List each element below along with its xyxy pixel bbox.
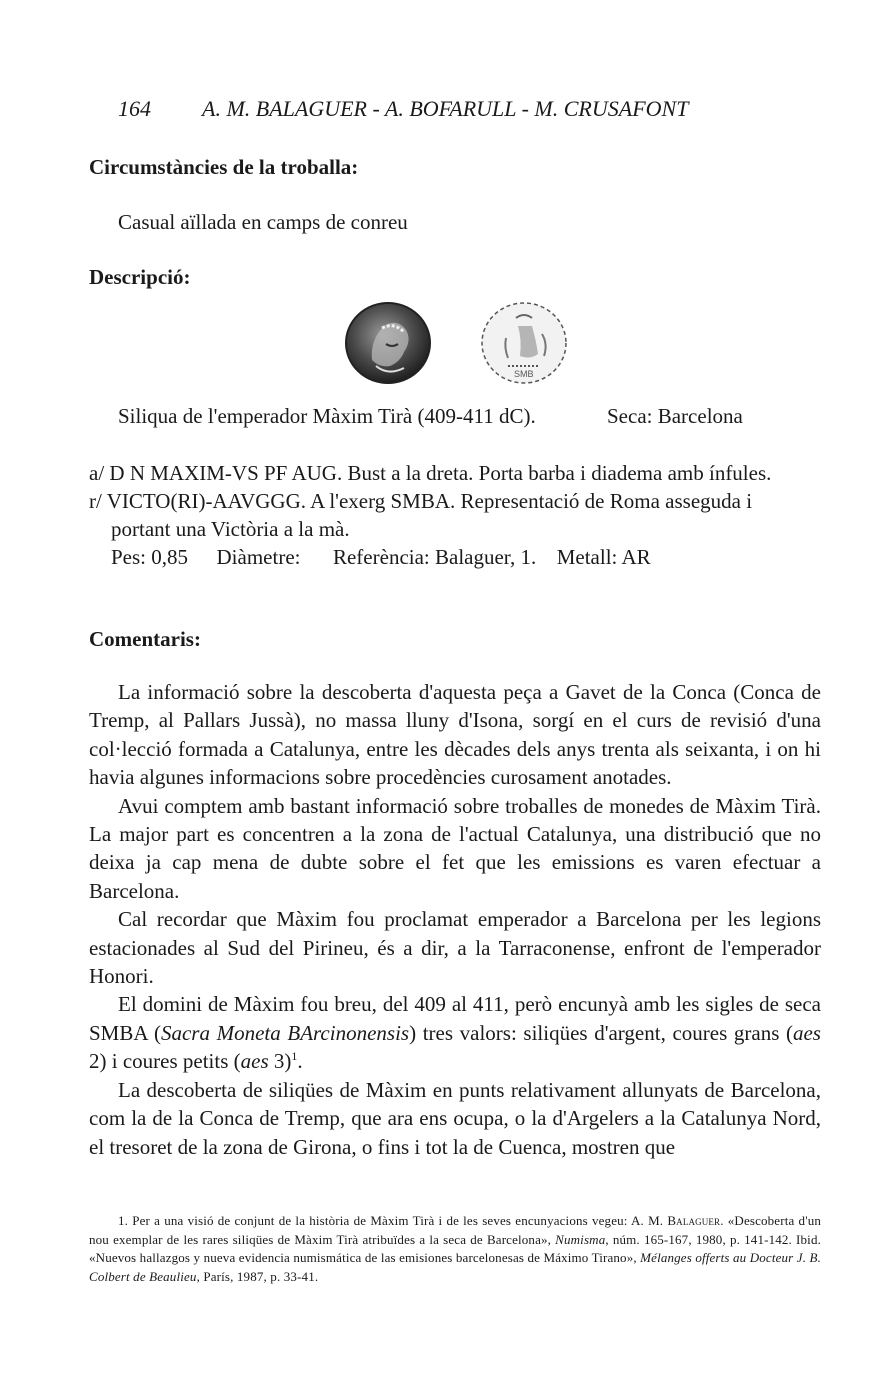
circumstances-heading: Circumstàncies de la troballa:	[89, 155, 359, 179]
page-number: 164	[118, 96, 151, 121]
mint-label: Seca: Barcelona	[607, 404, 743, 428]
weight-label: Pes: 0,85	[111, 545, 189, 569]
footnote-text-e: , núm. 165-167, 1980, p. 141-142. Ibid. «Nuevos hallazgos y nueva evidencia numismática de las emisiones barcelonesas de Máximo Tirano»,	[89, 1231, 821, 1265]
coin-metrics	[89, 543, 771, 571]
p4-text-c: ) tres valors: siliqües d'argent, coures grans (	[409, 1020, 793, 1045]
footnote-1	[89, 1212, 821, 1286]
reverse-description-line-1: r/ VICTO(RI)-AAVGGG. A l'exerg SMBA. Representació de Roma asseguda i	[89, 489, 753, 513]
p4-text-g: 3)	[268, 1049, 292, 1074]
footnote-text-c: . «Descoberta d'un nou exemplar de les rares siliqües de Màxim Tirà atribuïdes a la seca de Barcelona»,	[89, 1213, 821, 1247]
comments-heading: Comentaris:	[89, 627, 201, 651]
footnote-ref-1[interactable]: 1	[291, 1049, 298, 1064]
p4-text-e: 2) i coures petits (	[89, 1049, 241, 1074]
footnote-book-melanges: Mélanges offerts au Docteur J. B. Colbert de Beaulieu	[89, 1250, 821, 1284]
coin-obverse-bust-icon	[342, 300, 434, 386]
reference-label: Referència: Balaguer, 1.	[332, 545, 537, 569]
comment-paragraph-5: La descoberta de siliqües de Màxim en punts relativament allunyats de Barcelona, com la de la Conca de Tremp, que ara ens ocupa, o la d'Argelers a la Catalunya Nord, el tresoret de la zona de Girona, o fins i tot la de Cuenca, mostren que	[89, 1077, 821, 1159]
diameter-label: Diàmetre:	[216, 545, 301, 569]
circumstances-text: Casual aïllada en camps de conreu	[118, 210, 408, 234]
comment-paragraph-3: Cal recordar que Màxim fou proclamat emperador a Barcelona per les legions estacionades al Sud del Pirineu, és a dir, a la Tarraconense, enfront de l'emperador Honori.	[89, 907, 821, 989]
coin-reverse-roma-icon	[478, 300, 570, 386]
p4-italic-sacra-moneta: Sacra Moneta BArcinonensis	[160, 1020, 410, 1045]
footnote-text-a: 1. Per a una visió de conjunt de la història de Màxim Tirà i de les seves encunyacions vegeu: A. M.	[118, 1213, 668, 1228]
p4-italic-aes-2: aes	[240, 1049, 269, 1074]
coin-description-block	[89, 459, 771, 571]
coin-title: Siliqua de l'emperador Màxim Tirà (409-411 dC).	[118, 404, 536, 428]
svg-text:SMB: SMB	[514, 369, 534, 379]
comment-paragraph-4	[89, 990, 821, 1075]
coin-figure	[340, 300, 580, 390]
description-heading: Descripció:	[89, 265, 191, 289]
comments-body	[89, 678, 821, 1161]
footnote-author-balaguer: Balaguer	[667, 1213, 721, 1228]
reverse-description-line-2: portant una Victòria a la mà.	[111, 517, 350, 541]
p4-text-a: El domini de Màxim fou breu, del 409 al 411, però encunyà amb les sigles de seca SMBA (	[89, 992, 821, 1045]
p4-text-h: .	[297, 1049, 303, 1074]
footnote-text-g: , París, 1987, p. 33-41.	[196, 1268, 319, 1284]
footnote-area	[89, 1212, 821, 1286]
obverse-description: a/ D N MAXIM-VS PF AUG. Bust a la dreta. Porta barba i diadema amb ínfules.	[89, 461, 772, 485]
metal-label: Metall: AR	[556, 545, 651, 569]
comment-paragraph-2: Avui comptem amb bastant informació sobre troballes de monedes de Màxim Tirà. La major part es concentren a la zona de l'actual Catalunya, una distribució que no deixa ja cap mena de dubte sobre el fet que les emissions es varen efectuar a Barcelona.	[89, 793, 821, 903]
comment-paragraph-1: La informació sobre la descoberta d'aquesta peça a Gavet de la Conca (Conca de Tremp, al Pallars Jussà), no massa lluny d'Isona, sorgí en el curs de revisió d'una col·lecció formada a Catalunya, entre les dècades dels anys trenta als seixanta, i on hi havia algunes informacions sobre procedències curosament anotades.	[89, 680, 821, 790]
p4-italic-aes-1: aes	[792, 1020, 821, 1045]
footnote-journal-numisma: Numisma	[555, 1231, 606, 1247]
running-head-authors: A. M. BALAGUER - A. BOFARULL - M. CRUSAFONT	[202, 96, 689, 121]
